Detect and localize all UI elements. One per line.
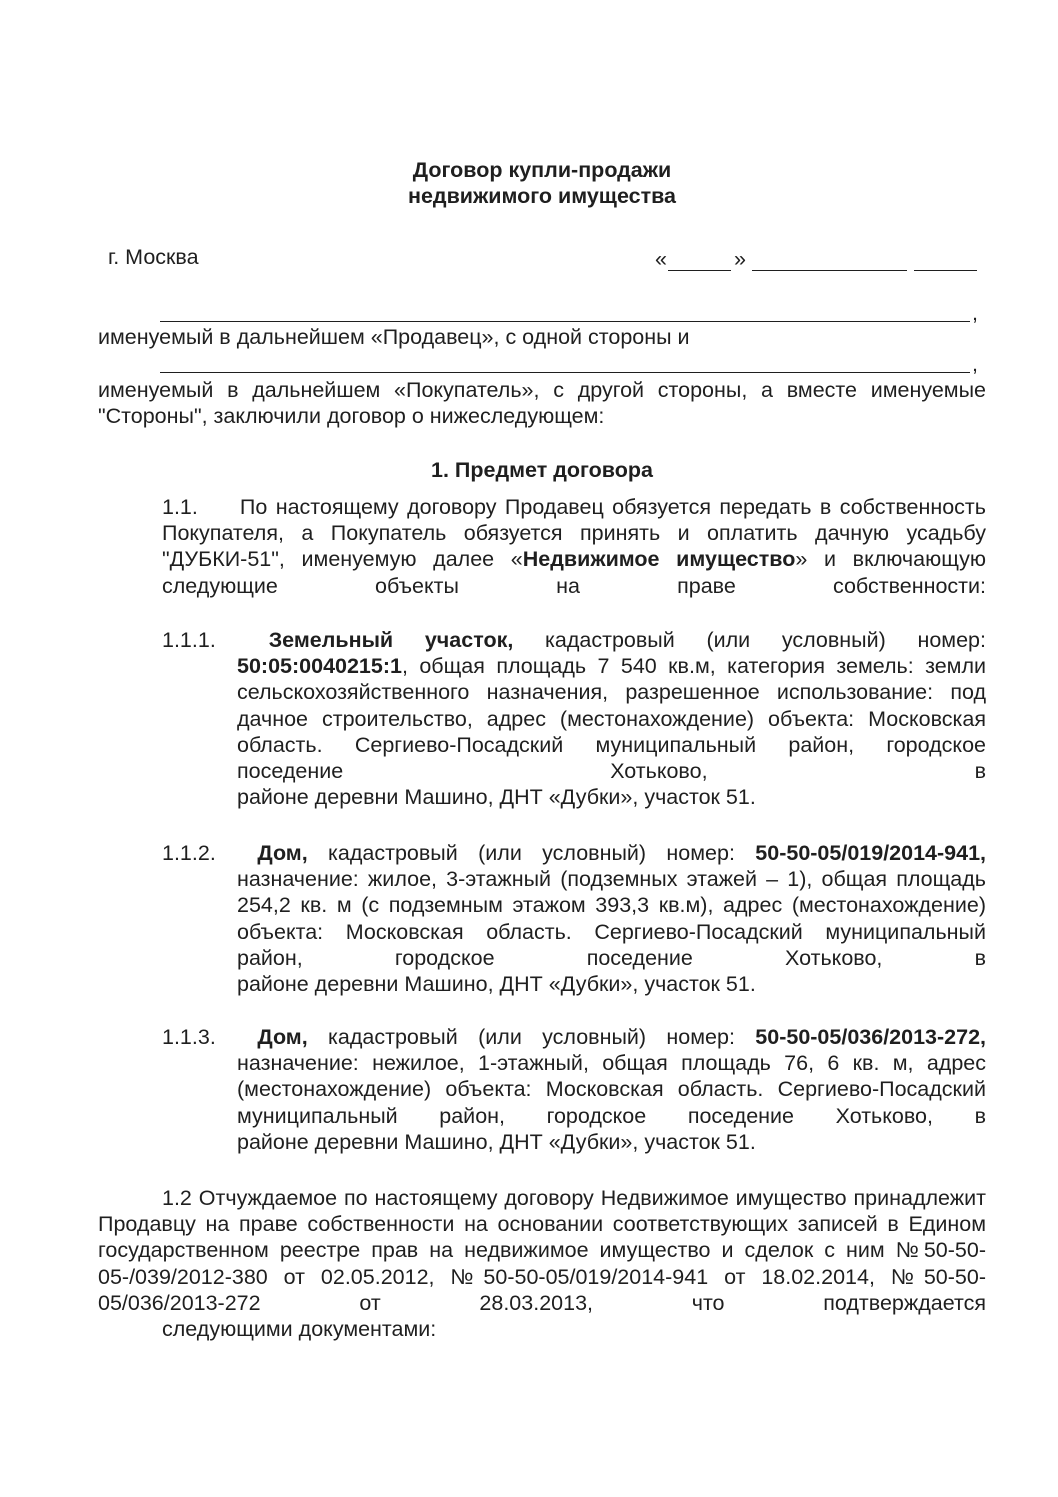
item-1-1-1-cadastral: 50:05:0040215:1: [237, 654, 402, 679]
date-quote-close: »: [734, 247, 746, 271]
item-1-1-3: [237, 1024, 986, 1155]
item-1-1-1-number: 1.1.1.: [162, 628, 216, 652]
item-1-1-3-last-line: районе деревни Машино, ДНТ «Дубки», участок 51.: [237, 1129, 756, 1154]
item-1-1-3-number: 1.1.3.: [162, 1025, 216, 1049]
doc-title-line-1: Договор купли-продажи: [412, 158, 672, 182]
place-city: г. Москва: [108, 245, 199, 269]
item-1-1-1-last-line: районе деревни Машино, ДНТ «Дубки», участок 51.: [237, 785, 756, 810]
clause-1-1-number: 1.1.: [162, 495, 198, 519]
item-1-1-2-last-line: районе деревни Машино, ДНТ «Дубки», участок 51.: [237, 972, 756, 997]
item-1-1-2-label: Дом,: [257, 841, 308, 865]
clause-1-2-last-line: следующими документами:: [162, 1317, 437, 1342]
clause-1-1-text-b: » и включающую следующие объекты на праве собственности:: [162, 547, 986, 598]
item-1-1-2-cadastral: 50-50-05/019/2014-941,: [755, 841, 986, 865]
doc-title-line-2: недвижимого имущества: [407, 184, 676, 208]
seller-comma: ,: [972, 301, 978, 325]
item-1-1-2-number: 1.1.2.: [162, 841, 216, 865]
item-1-1-1-label: Земельный участок,: [268, 628, 514, 652]
date-quote-open: «: [655, 247, 667, 271]
clause-1-2-text: 1.2 Отчуждаемое по настоящему договору Недвижимое имущество принадлежит Продавцу на праве собственности на основании соответствующих записей в Едином государственном реестре прав на недвижимое имущество и сделок с ним №50-50-05-/039/2012-380 от 02.05.2012, №50-50-05/019/2014-941 от 18.02.2014, №50-50-05/036/2013-272 от 28.03.2013, что подтверждается: [98, 1186, 986, 1315]
seller-designation: именуемый в дальнейшем «Продавец», с одной стороны и: [98, 325, 690, 349]
buyer-comma: ,: [972, 352, 978, 376]
date-year-blank: [914, 270, 977, 271]
item-1-1-2-text-b: назначение: жилое, 3-этажный (подземных этажей – 1), общая площадь 254,2 кв. м (с подземным этажом 393,3 кв.м), адрес (местонахождение) объекта: Московская область. Сергиево-Посадский муниципальный район, городское поседение Хотьково, в: [237, 867, 986, 970]
clause-1-1-defined-term: Недвижимое имущество: [522, 547, 796, 572]
date-month-blank: [752, 270, 907, 271]
buyer-name-blank: [160, 372, 970, 373]
item-1-1-3-label: Дом,: [257, 1025, 308, 1049]
date-day-blank: [668, 270, 731, 271]
item-1-1-1-text-b: , общая площадь 7 540 кв.м, категория земель: земли сельскохозяйственного назначения, разрешенное использование: под дачное строительство, адрес (местонахождение) объекта: Московская область. Сергиево-Посадский муниципальный район, городское поседение Хотьково, в: [237, 654, 986, 784]
item-1-1-3-text-a: кадастровый (или условный) номер:: [307, 1025, 756, 1049]
buyer-designation: [98, 377, 986, 429]
seller-name-blank: [160, 321, 970, 322]
clause-1-1-text-a: По настоящему договору Продавец обязуется передать в собственность Покупателя, а Покупатель обязуется принять и оплатить дачную усадьбу "ДУБКИ-51", именуемую далее «: [162, 495, 986, 572]
item-1-1-2-text-a: кадастровый (или условный) номер:: [307, 841, 756, 865]
buyer-designation-line-1: именуемый в дальнейшем «Покупатель», с другой стороны, а вместе именуемые: [98, 378, 986, 402]
item-1-1-3-text-b: назначение: нежилое, 1-этажный, общая площадь 76, 6 кв. м, адрес (местонахождение) объекта: Московская область. Сергиево-Посадский муниципальный район, городское поседение Хотьково, в: [237, 1051, 986, 1128]
item-1-1-2: [237, 840, 986, 997]
clause-1-2: [98, 1185, 986, 1342]
buyer-designation-line-2: "Стороны", заключили договор о нижеследующем:: [98, 404, 605, 429]
clause-1-1: [162, 494, 986, 599]
item-1-1-3-cadastral: 50-50-05/036/2013-272,: [755, 1025, 986, 1049]
section-1-heading: 1. Предмет договора: [431, 458, 653, 482]
item-1-1-1-text-a: кадастровый (или условный) номер:: [513, 628, 986, 652]
item-1-1-1: [237, 627, 986, 810]
